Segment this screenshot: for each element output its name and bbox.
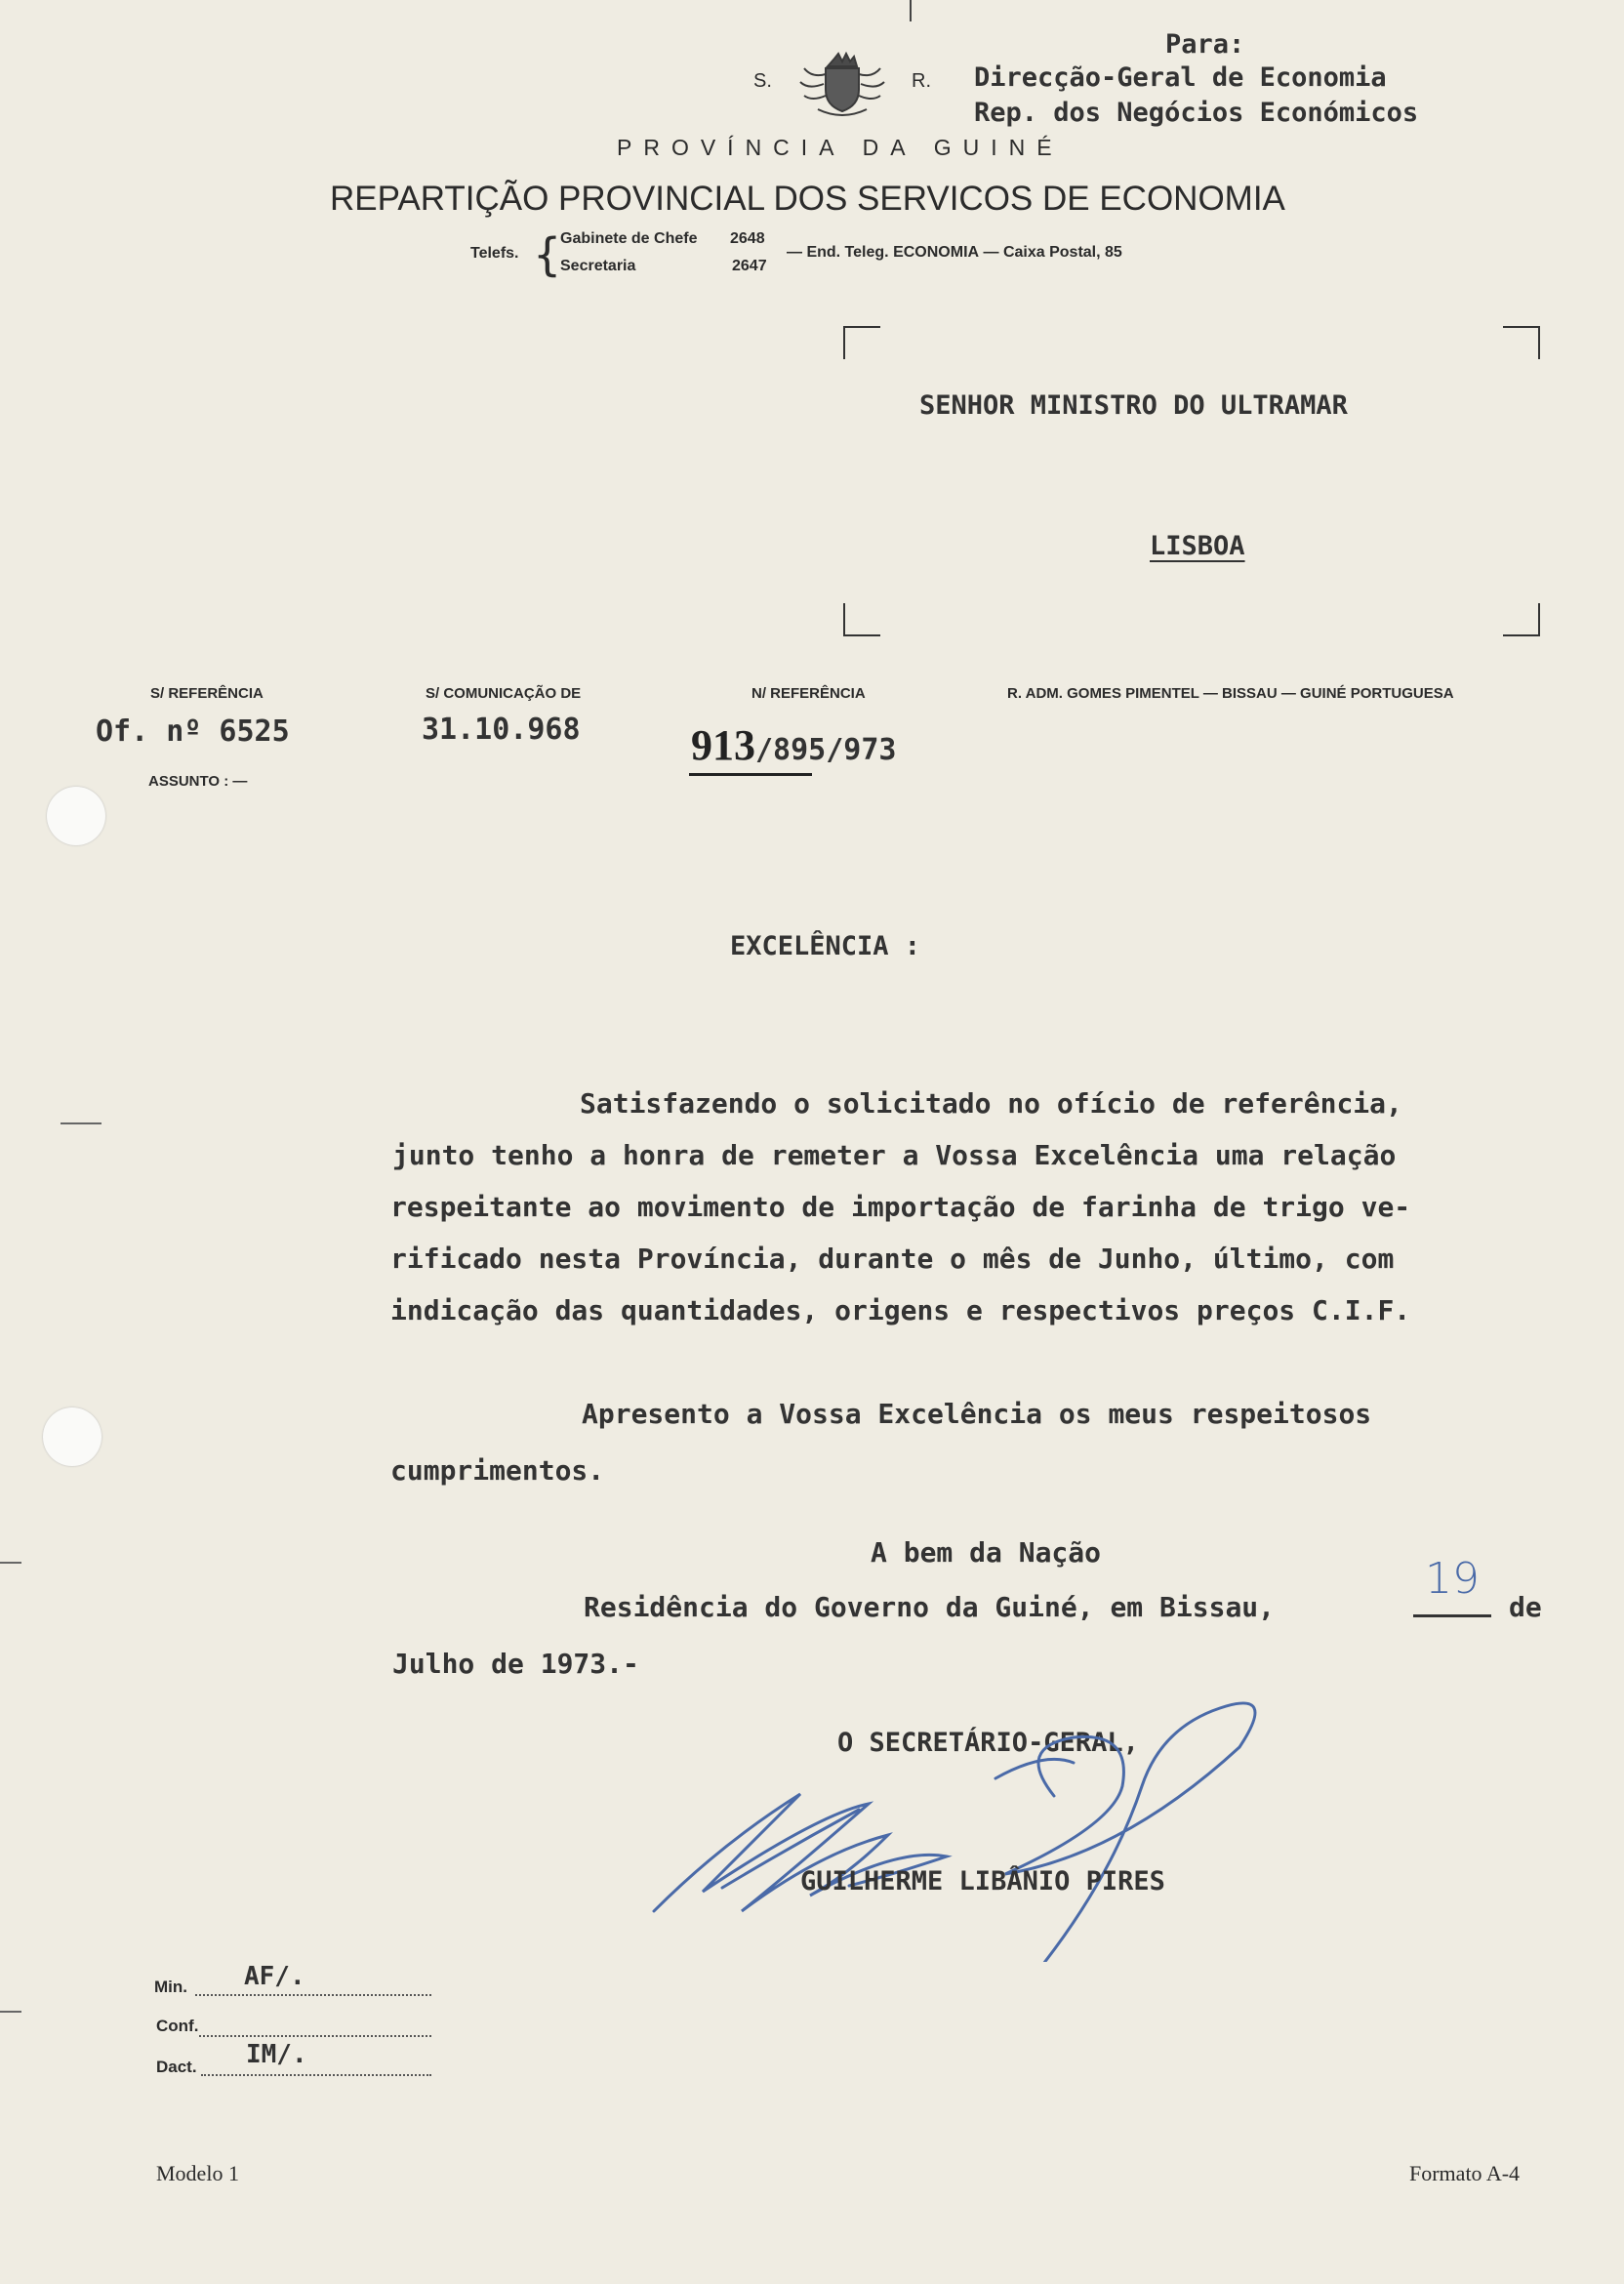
n-referencia-label: N/ REFERÊNCIA xyxy=(751,685,866,702)
punch-hole xyxy=(47,787,105,845)
phone1-label: Gabinete de Chefe xyxy=(560,230,698,247)
margin-mark xyxy=(0,1562,21,1564)
letterhead-r-mark: R. xyxy=(912,70,931,92)
coat-of-arms-icon xyxy=(798,45,886,121)
salutation: EXCELÊNCIA : xyxy=(730,931,921,961)
province-title: PROVÍNCIA DA GUINÉ xyxy=(617,135,1064,160)
formato-label: Formato A-4 xyxy=(1409,2161,1521,2185)
dact-value: IM/. xyxy=(246,2040,307,2069)
n-referencia-rest: /895/973 xyxy=(755,733,897,767)
addressee-city: LISBOA xyxy=(1150,531,1245,561)
body-line: indicação das quantidades, origens e respectivos preços C.I.F. xyxy=(390,1294,1411,1326)
addressee-title: SENHOR MINISTRO DO ULTRAMAR xyxy=(919,390,1348,421)
teleg-label: — End. Teleg. xyxy=(787,244,889,261)
assunto-label: ASSUNTO : — xyxy=(148,773,248,790)
letterhead-s-mark: S. xyxy=(753,70,772,92)
crop-mark-top-right xyxy=(1503,326,1540,359)
min-value: AF/. xyxy=(244,1962,305,1991)
sender-address: R. ADM. GOMES PIMENTEL — BISSAU — GUINÉ PORTUGUESA xyxy=(1007,685,1454,702)
punch-hole xyxy=(43,1407,102,1466)
margin-mark xyxy=(61,1122,102,1124)
crop-mark-top-left xyxy=(843,326,880,359)
n-referencia-stamp: 913 xyxy=(691,721,755,769)
min-label: Min. xyxy=(154,1978,187,1996)
department-title: REPARTIÇÃO PROVINCIAL DOS SERVICOS DE ECONOMIA xyxy=(330,180,1285,218)
body-line: Apresento a Vossa Excelência os meus respeitosos xyxy=(582,1398,1372,1430)
s-comunicacao-label: S/ COMUNICAÇÃO DE xyxy=(426,685,582,702)
s-referencia-value: Of. nº 6525 xyxy=(96,714,290,749)
brace: { xyxy=(533,228,562,281)
closing-place: Residência do Governo da Guiné, em Bissau, xyxy=(584,1591,1276,1623)
signatory-role: O SECRETÁRIO-GERAL, xyxy=(837,1728,1139,1758)
body-line: Satisfazendo o solicitado no ofício de referência, xyxy=(580,1087,1402,1120)
recipient-line-2: Rep. dos Negócios Económicos xyxy=(974,98,1419,128)
crop-mark-bottom-left xyxy=(843,603,880,636)
closing-date: Julho de 1973.- xyxy=(392,1648,639,1680)
min-line xyxy=(195,1993,431,1996)
phone1-number: 2648 xyxy=(730,230,765,247)
teleg-value: ECONOMIA xyxy=(893,244,980,261)
signature-drawing xyxy=(644,1669,1347,1962)
telefs-label: Telefs. xyxy=(470,245,519,262)
signatory-name: GUILHERME LIBÂNIO PIRES xyxy=(800,1866,1165,1897)
conf-line xyxy=(199,2034,431,2037)
modelo-label: Modelo 1 xyxy=(156,2161,239,2185)
recipient-para: Para: xyxy=(1165,29,1245,60)
dact-line xyxy=(201,2073,431,2076)
conf-label: Conf. xyxy=(156,2017,199,2035)
day-underline xyxy=(1413,1614,1491,1617)
n-referencia-underline xyxy=(689,773,812,776)
postal-box: — Caixa Postal, 85 xyxy=(983,244,1122,261)
body-line: cumprimentos. xyxy=(390,1454,605,1487)
s-referencia-label: S/ REFERÊNCIA xyxy=(150,685,264,702)
n-referencia-value xyxy=(691,720,897,770)
dact-label: Dact. xyxy=(156,2058,197,2076)
top-edge-mark xyxy=(910,0,912,21)
phone2-label: Secretaria xyxy=(560,258,636,274)
closing-day: 19 xyxy=(1425,1554,1480,1604)
body-line: respeitante ao movimento de importação de farinha de trigo ve- xyxy=(390,1191,1411,1223)
closing-motto: A bem da Nação xyxy=(871,1536,1102,1569)
body-line: junto tenho a honra de remeter a Vossa Excelência uma relação xyxy=(392,1139,1397,1171)
phone2-number: 2647 xyxy=(732,258,767,274)
s-comunicacao-value: 31.10.968 xyxy=(422,713,581,747)
telegraph-line xyxy=(787,244,1122,262)
body-line: rificado nesta Província, durante o mês de Junho, último, com xyxy=(390,1243,1395,1275)
closing-de: de xyxy=(1509,1591,1542,1623)
margin-mark xyxy=(0,2011,21,2013)
recipient-line-1: Direcção-Geral de Economia xyxy=(974,62,1387,93)
crop-mark-bottom-right xyxy=(1503,603,1540,636)
